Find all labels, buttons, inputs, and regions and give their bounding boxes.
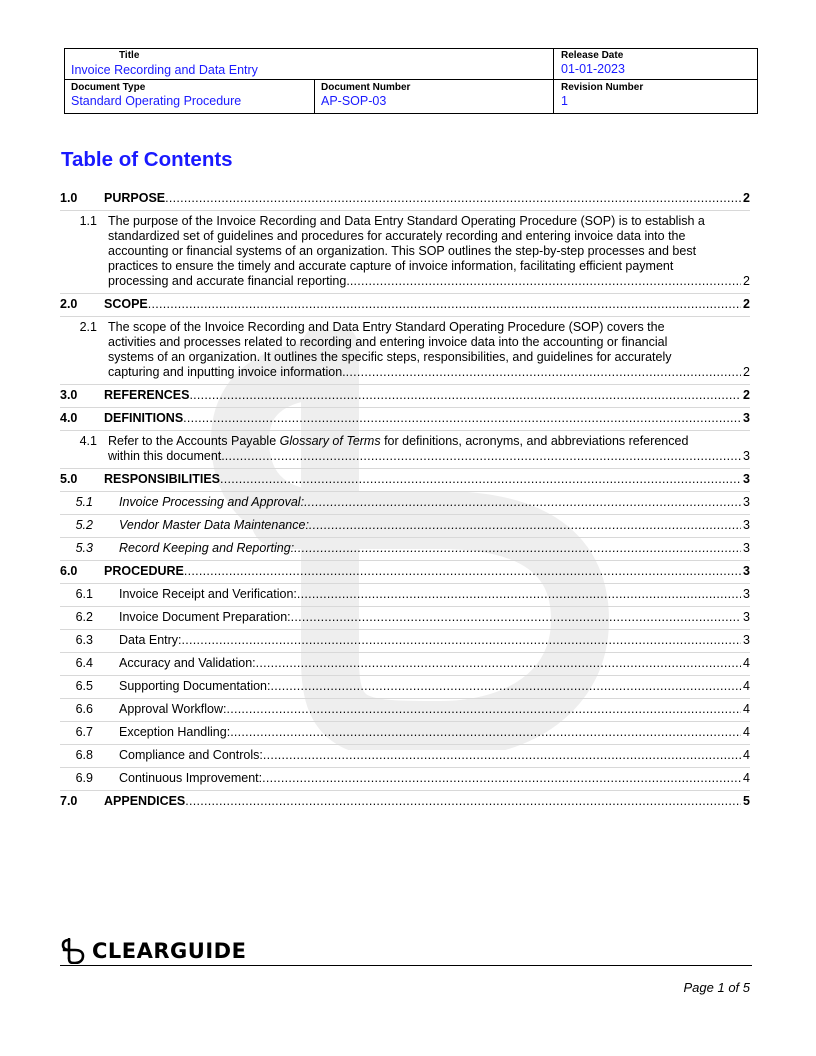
- toc-page: 5: [743, 794, 750, 808]
- toc-entry-6-7[interactable]: [60, 722, 750, 745]
- toc-line: [108, 434, 750, 449]
- toc-page: 2: [743, 388, 750, 402]
- toc-page: 3: [743, 449, 750, 463]
- title-label: Title: [119, 50, 140, 61]
- toc-number: 6.8: [75, 748, 93, 762]
- toc-entry-references[interactable]: [60, 385, 750, 408]
- title-value: Invoice Recording and Data Entry: [71, 63, 258, 77]
- toc-heading: Table of Contents: [61, 148, 233, 171]
- toc-page: 2: [743, 365, 750, 379]
- toc-line: capturing and inputting invoice information.: [108, 365, 346, 379]
- toc-entry-purpose-detail[interactable]: [60, 211, 750, 294]
- toc-number: 5.2: [75, 518, 93, 532]
- clearguide-logo-icon: [60, 938, 86, 964]
- toc-page: 3: [743, 495, 750, 509]
- toc-line-part: Refer to the Accounts Payable: [108, 434, 280, 448]
- toc-entry-6-9[interactable]: [60, 768, 750, 791]
- document-number-label: Document Number: [321, 82, 411, 93]
- toc-entry-6-8[interactable]: [60, 745, 750, 768]
- toc-page: 3: [743, 518, 750, 532]
- toc-number: 6.0: [60, 564, 78, 578]
- toc-title: Supporting Documentation:: [119, 679, 271, 693]
- toc-line-part: for definitions, acronyms, and abbreviations referenced: [380, 434, 689, 448]
- toc-page: 3: [743, 472, 750, 486]
- toc-number: 6.6: [75, 702, 93, 716]
- clearguide-logo: [60, 938, 246, 964]
- toc-title: Continuous Improvement:: [119, 771, 263, 785]
- toc-page: 3: [743, 587, 750, 601]
- toc-line: accounting or financial systems of an organization. This SOP outlines the step-by-step processes and best: [108, 244, 697, 258]
- toc-number: 1.1: [79, 214, 97, 228]
- toc-line: The scope of the Invoice Recording and Data Entry Standard Operating Procedure (SOP) covers the: [108, 320, 665, 334]
- toc-number: 5.3: [75, 541, 93, 555]
- toc-title: PURPOSE: [104, 191, 166, 205]
- toc-page: 4: [743, 656, 750, 670]
- toc-entry-6-5[interactable]: [60, 676, 750, 699]
- toc-entry-procedure[interactable]: [60, 561, 750, 584]
- toc-line: within this document.: [108, 449, 225, 463]
- toc-number: 6.1: [75, 587, 93, 601]
- toc-title: DEFINITIONS: [104, 411, 184, 425]
- toc-number: 4.0: [60, 411, 78, 425]
- toc-entry-5-3[interactable]: [60, 538, 750, 561]
- footer-divider: [60, 965, 752, 966]
- release-date-value: 01-01-2023: [561, 62, 625, 76]
- toc-page: 3: [743, 633, 750, 647]
- toc-number: 5.0: [60, 472, 78, 486]
- toc-number: 2.0: [60, 297, 78, 311]
- toc-page: 4: [743, 702, 750, 716]
- revision-number-value: 1: [561, 94, 568, 108]
- toc-title: Record Keeping and Reporting:: [119, 541, 295, 555]
- toc-title: Exception Handling:: [119, 725, 231, 739]
- toc-page: 2: [743, 274, 750, 288]
- toc-entry-6-4[interactable]: [60, 653, 750, 676]
- glossary-reference: Glossary of Terms: [279, 434, 381, 448]
- toc-number: 6.3: [75, 633, 93, 647]
- document-header-table: [64, 48, 758, 114]
- toc-entry-6-1[interactable]: [60, 584, 750, 607]
- toc-page: 3: [743, 411, 750, 425]
- toc-title: SCOPE: [104, 297, 148, 311]
- toc-line: processing and accurate financial reporting.: [108, 274, 350, 288]
- toc-line: systems of an organization. It outlines the specific steps, responsibilities, and guidelines for accurately: [108, 350, 672, 364]
- toc-entry-6-3[interactable]: [60, 630, 750, 653]
- toc-page: 2: [743, 191, 750, 205]
- toc-entry-purpose[interactable]: [60, 188, 750, 211]
- table-of-contents: [60, 188, 750, 813]
- toc-page: 3: [743, 541, 750, 555]
- toc-entry-definitions-detail[interactable]: [60, 431, 750, 469]
- toc-title: Vendor Master Data Maintenance:: [119, 518, 309, 532]
- toc-entry-5-2[interactable]: [60, 515, 750, 538]
- toc-title: PROCEDURE: [104, 564, 184, 578]
- toc-title: RESPONSIBILITIES: [104, 472, 220, 486]
- toc-number: 6.7: [75, 725, 93, 739]
- toc-number: 6.5: [75, 679, 93, 693]
- toc-line: practices to ensure the timely and accurate capture of invoice information, facilitating efficient payment: [108, 259, 674, 273]
- toc-page: 3: [743, 610, 750, 624]
- document-type-label: Document Type: [71, 82, 146, 93]
- toc-title: Accuracy and Validation:: [119, 656, 256, 670]
- toc-entry-appendices[interactable]: [60, 791, 750, 813]
- toc-number: 6.4: [75, 656, 93, 670]
- document-type-value: Standard Operating Procedure: [71, 94, 242, 108]
- toc-title: APPENDICES: [104, 794, 186, 808]
- toc-page: 2: [743, 297, 750, 311]
- toc-title: Invoice Document Preparation:: [119, 610, 291, 624]
- toc-entry-scope[interactable]: [60, 294, 750, 317]
- toc-title: Data Entry:: [119, 633, 182, 647]
- toc-page: 4: [743, 725, 750, 739]
- toc-title: REFERENCES: [104, 388, 190, 402]
- toc-page: 4: [743, 679, 750, 693]
- toc-title: Compliance and Controls:: [119, 748, 263, 762]
- toc-title: Invoice Receipt and Verification:: [119, 587, 297, 601]
- toc-entry-responsibilities[interactable]: [60, 469, 750, 492]
- toc-number: 2.1: [79, 320, 97, 334]
- toc-number: 6.9: [75, 771, 93, 785]
- page-number: Page 1 of 5: [683, 980, 750, 995]
- toc-line: The purpose of the Invoice Recording and Data Entry Standard Operating Procedure (SOP) is to establish a: [108, 214, 705, 228]
- document-number-value: AP-SOP-03: [321, 94, 387, 108]
- toc-page: 4: [743, 771, 750, 785]
- toc-entry-6-6[interactable]: [60, 699, 750, 722]
- release-date-label: Release Date: [561, 50, 624, 61]
- toc-entry-scope-detail[interactable]: [60, 317, 750, 385]
- toc-line: activities and processes related to recording and entering invoice data into the accounting or financial: [108, 335, 668, 349]
- toc-page: 4: [743, 748, 750, 762]
- toc-number: 1.0: [60, 191, 78, 205]
- toc-title: Invoice Processing and Approval:: [119, 495, 305, 509]
- toc-entry-definitions[interactable]: [60, 408, 750, 431]
- toc-number: 3.0: [60, 388, 78, 402]
- toc-number: 7.0: [60, 794, 78, 808]
- toc-number: 5.1: [75, 495, 93, 509]
- toc-page: 3: [743, 564, 750, 578]
- logo-wordmark: CLEARGUIDE: [92, 939, 247, 963]
- toc-title: Approval Workflow:: [119, 702, 227, 716]
- toc-entry-5-1[interactable]: [60, 492, 750, 515]
- toc-number: 4.1: [79, 434, 97, 448]
- revision-number-label: Revision Number: [561, 82, 644, 93]
- toc-number: 6.2: [75, 610, 93, 624]
- toc-entry-6-2[interactable]: [60, 607, 750, 630]
- toc-line: standardized set of guidelines and procedures for accurately recording and entering invoice data into the: [108, 229, 686, 243]
